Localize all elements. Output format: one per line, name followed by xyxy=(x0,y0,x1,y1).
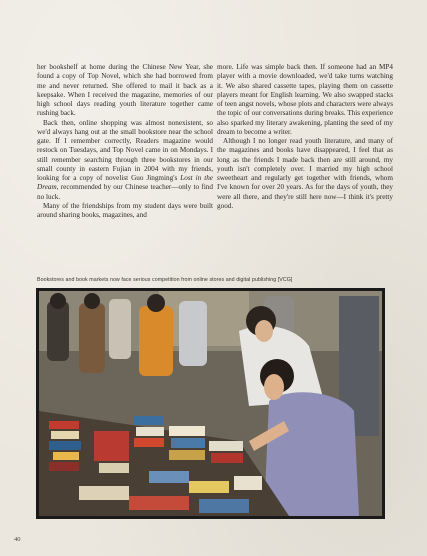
paragraph: more. Life was simple back then. If someone had an MP4 player with a movie downloaded, we'd take turns watching it. We also shared cassette tapes, playing them on cassette players meant for English learning. We also swapped stacks of teen angst novels, whose plots and characters were always the topic of our conversations during breaks. This experience also sparked my literary awakening, planting the seed of my dream to become a writer. xyxy=(217,63,393,136)
bookstore-scene-illustration xyxy=(39,291,382,516)
paragraph: her bookshelf at home during the Chinese New Year, she found a copy of Top Novel, which she had borrowed from me and never returned. She offered to mail it back as a keepsake. When I received the magazine, memories of our high school days reading youth literature together came rushing back. xyxy=(37,63,213,118)
photo-caption: Bookstores and book markets now face serious competition from online stores and digital publishing [VCG] xyxy=(37,277,293,283)
book-title: Lost in the Dream xyxy=(37,174,213,192)
page-number: 40 xyxy=(14,536,21,543)
bookstore-photo xyxy=(39,291,382,516)
paragraph: Back then, online shopping was almost nonexistent, so we'd always hang out at the small bookstore near the school gate. If I remember correctly, Readers magazine would restock on Tuesdays, and Top Novel came in on Mondays. I still remember searching through three bookstores in our small county in eastern Fujian in 2004 with my friends, looking for a copy of novelist Guo Jingming's Lost in the Dream, recommended by our Chinese teacher—only to find no luck. xyxy=(37,118,213,201)
photo-frame xyxy=(36,288,385,519)
paragraph: Although I no longer read youth literature, and many of the magazines and books have disappeared, I feel that as long as the friends I made back then are still around, my youth isn't completely over. I married my high school sweetheart and regularly get together with friends, whom I've known for over 20 years. As for the days of youth, they were all there, and they're still here now—I think it's pretty good. xyxy=(217,137,393,210)
paragraph: Many of the friendships from my student days were built around sharing books, magazines, and xyxy=(37,201,213,219)
article-column-right xyxy=(217,63,393,211)
article-column-left xyxy=(37,63,213,220)
